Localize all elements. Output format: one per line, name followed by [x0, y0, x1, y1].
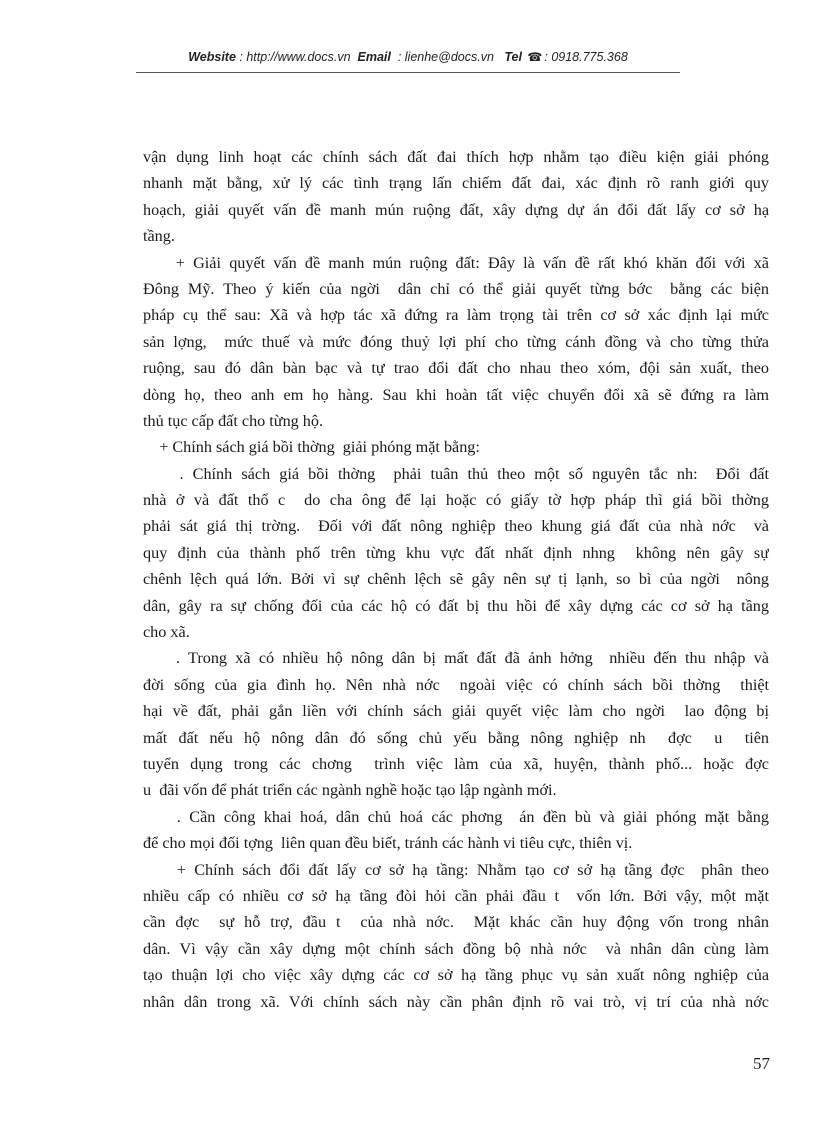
website-value: : http://www.docs.vn	[239, 50, 351, 64]
text-line: + Chính sách đổi đất lấy cơ sở hạ tầng: Nhằm tạo cơ sở hạ tầng đợc phân theo	[143, 860, 769, 879]
text-line: dân. Vì vậy cần xây dựng một chính sách đồng bộ nhà nớc và nhân dân cùng làm	[143, 939, 769, 958]
tel-label: Tel	[504, 50, 522, 64]
text-line: vận dụng linh hoạt các chính sách đất đai thích hợp nhằm tạo điều kiện giải phóng	[143, 148, 769, 166]
text-line: ruộng, sau đó dân bàn bạc và tự trao đổi đất cho nhau theo xóm, đội sản xuất, theo	[143, 359, 769, 378]
email-label: Email	[357, 50, 391, 64]
tel-value: : 0918.775.368	[544, 50, 628, 64]
text-line: nhân dân trong xã. Với chính sách này cần phân định rõ vai trò, vị trí của nhà nớc	[143, 992, 769, 1011]
text-line: . Chính sách giá bồi thờng phải tuân thủ theo một số nguyên tắc nh: Đổi đất	[143, 464, 769, 483]
text-line: dòng họ, theo anh em họ hàng. Sau khi hoàn tất việc chuyển đổi xã sẽ đứng ra làm	[143, 385, 769, 404]
text-line: tạo thuận lợi cho việc xây dựng các cơ sở hạ tầng phục vụ sản xuất nông nghiệp của	[143, 966, 769, 985]
document-body	[143, 144, 769, 1015]
text-line: tầng.	[143, 227, 175, 246]
text-line: đời sống của gia đình họ. Nên nhà nớc ngoài việc có chính sách bồi thờng thiệt	[143, 675, 769, 694]
text-line: hại về đất, phải gắn liền với chính sách giải quyết việc làm cho ngời lao động bị	[143, 702, 769, 721]
page-header	[0, 50, 816, 64]
website-label: Website	[188, 50, 236, 64]
text-line: chênh lệch quá lớn. Bởi vì sự chênh lệch sẽ gây nên sự tị lạnh, so bì của ngời nông	[143, 570, 769, 589]
text-line: thủ tục cấp đất cho từng hộ.	[143, 411, 324, 430]
text-line: nhiều cấp có nhiều cơ sở hạ tầng đòi hỏi cần phải đầu t vốn lớn. Bởi vậy, một mặt	[143, 886, 769, 905]
text-line: + Chính sách giá bồi thờng giải phóng mặt bằng:	[143, 438, 480, 457]
text-line: pháp cụ thể sau: Xã và hợp tác xã đứng ra làm trọng tài trên cơ sở xác định lại mức	[143, 306, 769, 325]
text-line: mất đất nếu hộ nông dân đó sống chủ yếu bằng nông nghiệp nh đợc u tiên	[143, 728, 769, 747]
header-divider	[136, 72, 680, 73]
text-line: . Cần công khai hoá, dân chủ hoá các phơng án đền bù và giải phóng mặt bằng	[143, 807, 769, 826]
text-line: . Trong xã có nhiều hộ nông dân bị mất đất đã ảnh hởng nhiều đến thu nhập và	[143, 649, 769, 668]
text-line: để cho mọi đối tợng liên quan đều biết, tránh các hành vi tiêu cực, thiên vị.	[143, 834, 633, 853]
text-line: dân, gây ra sự chống đối của các hộ có đất bị thu hồi để xây dựng các cơ sở hạ tầng	[143, 596, 769, 615]
text-line: tuyển dụng trong các chơng trình việc làm của xã, huyện, thành phố... hoặc đợc	[143, 754, 769, 773]
text-line: cần đợc sự hỗ trợ, đầu t của nhà nớc. Mặt khác cần huy động vốn trong nhân	[143, 913, 769, 932]
text-line: nhà ở và đất thổ c do cha ông để lại hoặc có giấy tờ hợp pháp thì giá bồi thờng	[143, 491, 769, 510]
email-value: : lienhe@docs.vn	[397, 50, 494, 64]
text-line: phải sát giá thị trờng. Đối với đất nông nghiệp theo khung giá đất của nhà nớc và	[143, 517, 769, 536]
page-number: 57	[753, 1054, 770, 1073]
text-line: nhanh mặt bằng, xử lý các tình trạng lấn chiếm đất đai, xác định rõ ranh giới quy	[143, 174, 769, 193]
text-line: + Giải quyết vấn đề manh mún ruộng đất: Đây là vấn đề rất khó khăn đối với xã	[143, 253, 769, 272]
phone-icon: ☎	[527, 50, 543, 64]
text-line: quy định của thành phố trên từng khu vực đất nhất định nhng không nên gây sự	[143, 543, 769, 562]
text-line: sản lợng, mức thuế và mức đóng thuỷ lợi phí cho từng cánh đồng và cho từng thửa	[143, 332, 769, 351]
text-line: hoạch, giải quyết vấn đề manh mún ruộng đất, xây dựng dự án đổi đất lấy cơ sở hạ	[143, 200, 769, 219]
text-line: u đãi vốn để phát triển các ngành nghề hoặc tạo lập ngành mới.	[143, 781, 557, 800]
text-line: Đông Mỹ. Theo ý kiến của ngời dân chỉ có thể giải quyết từng bớc bằng các biện	[143, 279, 769, 298]
text-line: cho xã.	[143, 623, 190, 642]
